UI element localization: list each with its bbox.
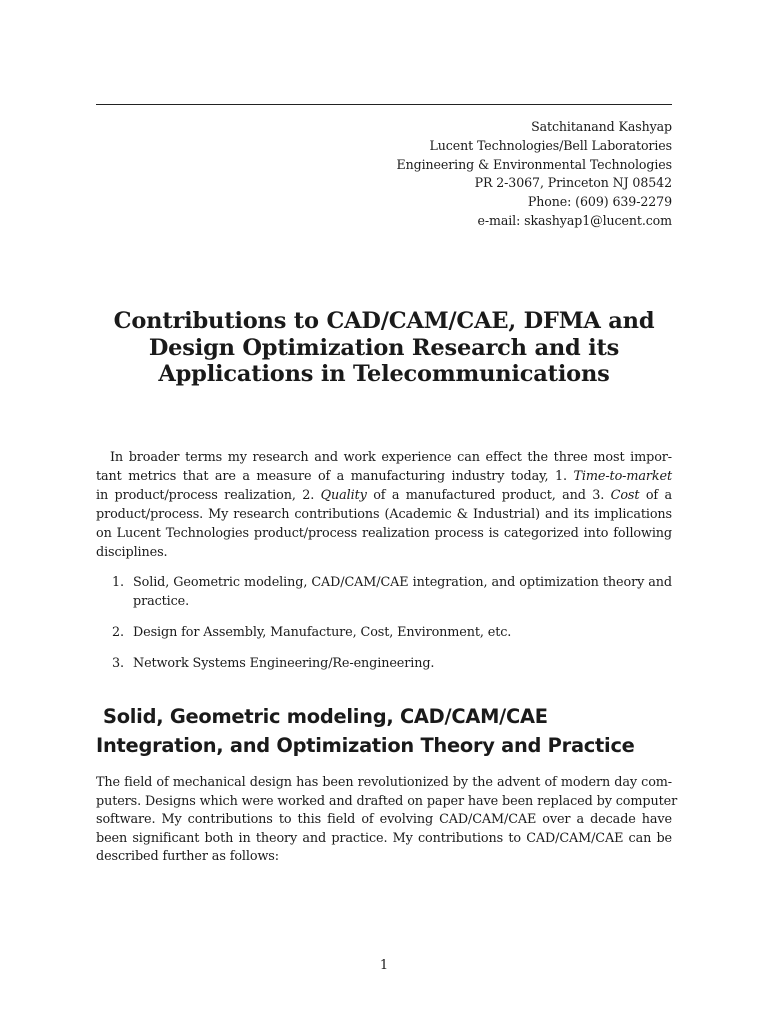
emphasis-quality: Quality bbox=[320, 487, 367, 503]
author-address: PR 2-3067, Princeton NJ 08542 bbox=[474, 175, 672, 191]
emphasis-cost: Cost bbox=[610, 487, 640, 503]
section-heading bbox=[96, 703, 672, 760]
intro-line: product/process. My research contributions (Academic & Industrial) and its implications bbox=[96, 506, 672, 522]
paragraph-line: software. My contributions to this field of evolving CAD/CAM/CAE over a decade have bbox=[96, 812, 672, 828]
intro-line: disciplines. bbox=[96, 544, 168, 560]
intro-line bbox=[96, 468, 672, 487]
intro-text: of a bbox=[645, 487, 672, 503]
disciplines-list bbox=[112, 574, 672, 674]
paragraph-line: described further as follows: bbox=[96, 849, 279, 865]
author-organization: Lucent Technologies/Bell Laboratories bbox=[429, 137, 672, 153]
list-item-text: Solid, Geometric modeling, CAD/CAM/CAE integration, and optimization theory and bbox=[133, 575, 672, 590]
paragraph-line: puters. Designs which were worked and drafted on paper have been replaced by computer bbox=[96, 793, 678, 809]
section-heading-line: Integration, and Optimization Theory and Practice bbox=[96, 733, 635, 757]
intro-text: tant metrics that are a measure of a manufacturing industry today, 1. bbox=[96, 468, 567, 484]
intro-text: in product/process realization, 2. bbox=[96, 487, 315, 503]
intro-line bbox=[96, 487, 672, 506]
intro-paragraph bbox=[96, 449, 672, 562]
list-number: 3. bbox=[112, 656, 124, 671]
header-rule bbox=[96, 104, 672, 105]
author-phone: Phone: (609) 639-2279 bbox=[527, 194, 672, 210]
author-name: Satchitanand Kashyap bbox=[531, 119, 672, 134]
intro-line: In broader terms my research and work experience can effect the three most impor- bbox=[110, 450, 672, 465]
list-number: 2. bbox=[112, 625, 124, 640]
list-item bbox=[112, 655, 672, 674]
paragraph-line: The field of mechanical design has been revolutionized by the advent of modern day com- bbox=[96, 775, 672, 790]
paper-title bbox=[96, 308, 672, 388]
title-line: Contributions to CAD/CAM/CAE, DFMA and bbox=[113, 308, 655, 334]
list-item bbox=[112, 624, 672, 655]
title-line: Applications in Telecommunications bbox=[158, 361, 610, 387]
list-item bbox=[112, 574, 672, 624]
section-heading-line: Solid, Geometric modeling, CAD/CAM/CAE bbox=[103, 705, 548, 728]
author-email: e-mail: skashyap1@lucent.com bbox=[477, 212, 672, 228]
list-item-text: practice. bbox=[133, 593, 190, 609]
list-number: 1. bbox=[112, 575, 124, 590]
intro-line: on Lucent Technologies product/process realization process is categorized into following bbox=[96, 525, 672, 541]
section-paragraph bbox=[96, 774, 678, 867]
list-item-text: Design for Assembly, Manufacture, Cost, Environment, etc. bbox=[133, 625, 512, 640]
paper-page bbox=[96, 0, 678, 1024]
paragraph-line: been significant both in theory and practice. My contributions to CAD/CAM/CAE can be bbox=[96, 830, 672, 846]
author-block bbox=[397, 118, 672, 231]
title-line: Design Optimization Research and its bbox=[148, 334, 620, 361]
author-department: Engineering & Environmental Technologies bbox=[396, 156, 672, 172]
page-number: 1 bbox=[379, 958, 389, 973]
intro-text: of a manufactured product, and 3. bbox=[373, 487, 605, 503]
list-item-text: Network Systems Engineering/Re-engineering. bbox=[133, 656, 435, 671]
emphasis-time-to-market: Time-to-market bbox=[573, 468, 672, 484]
